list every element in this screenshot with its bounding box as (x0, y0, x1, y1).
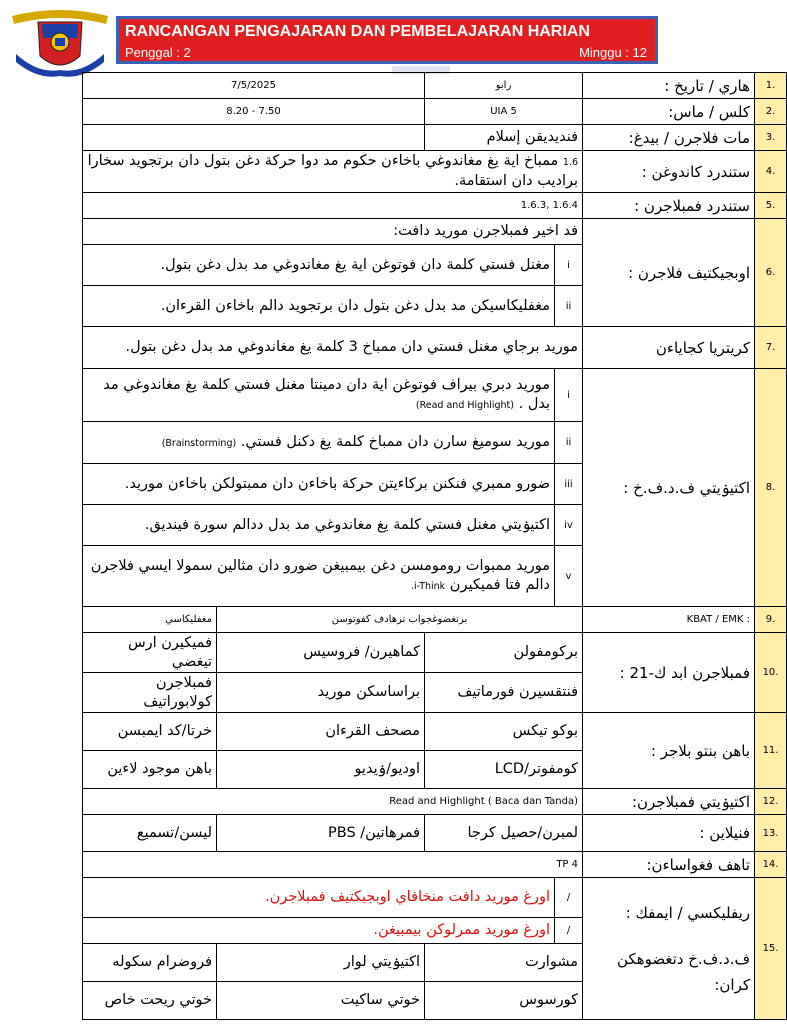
kbat-value-2: مغفليكاسي (83, 607, 217, 633)
row-number: 13. (755, 815, 787, 852)
content-standard-code: 1.6 (562, 157, 579, 168)
subject-label: مات فلاجرن / بيدغ: (583, 125, 755, 151)
success-criteria-label: كريتريا كجاياءن (583, 327, 755, 369)
row-date (83, 73, 787, 99)
row-number: 14. (755, 852, 787, 878)
objective-intro: فد اخير فمبلاجرن موريد دافت: (83, 219, 583, 245)
row-learning-activity (83, 789, 787, 815)
reflection-label-2: ف.د.ف.خ دتغضوهكن كران: (617, 949, 751, 994)
teaching-aid-cell: باهن موجود لاءين (83, 751, 217, 789)
header-title: RANCANGAN PENGAJARAN DAN PEMBELAJARAN HARIAN (125, 23, 590, 40)
pak21-cell: بركومفولن (425, 633, 583, 673)
day-value: رابو (425, 73, 583, 99)
reflection-label-1: ريفليكسي / ايمفك : (625, 903, 751, 922)
activity-text (83, 422, 555, 464)
row-number: 4. (755, 151, 787, 193)
learning-activity-value: Read and Highlight ( Baca dan Tanda) (83, 789, 583, 815)
row-mastery-level (83, 852, 787, 878)
activity-text: ضورو ممبري فنكنن بركاءيتن حركة باخاءن دان ممبتولكن باخاءن موريد. (83, 464, 555, 505)
content-standard-text: ممباخ اية يغ مغاندوغي باخاءن حكوم مد دوا حركة دغن بتول دان برتجويد سخارا براديب دان استقامة. (87, 153, 579, 189)
row-number: 9. (755, 607, 787, 633)
objective-marker: ii (555, 286, 583, 327)
reflection-text: اورغ موريد دافت منخافاي اوبجيكتيف فمبلاجرن. (83, 878, 555, 918)
row-number: 6. (755, 219, 787, 327)
learning-activity-label: اكتيۏيتي فمبلاجرن: (583, 789, 755, 815)
mastery-level-value: TP 4 (83, 852, 583, 878)
reflection-text: اورغ موريد ممرلوكن بيمبيغن. (83, 918, 555, 944)
assessment-cell: لمبرن/حصيل كرجا (425, 815, 583, 852)
lesson-plan-table (82, 72, 787, 1020)
reflection-item (83, 878, 787, 918)
teaching-aid-cell: بوكو تيكس (425, 713, 583, 751)
header-penggal: Penggal : 2 (125, 45, 191, 60)
reflection-mark: / (555, 918, 583, 944)
learning-standard-label: ستندرد فمبلاجرن : (583, 193, 755, 219)
activity-note: (Read and Highlight) (415, 399, 514, 411)
activity-label: اكتيۏيتي ف.د.ف.خ : (583, 369, 755, 607)
activity-text (83, 546, 555, 607)
row-number: 3. (755, 125, 787, 151)
pak21-label: فمبلاجرن ابد ك-21 : (583, 633, 755, 713)
postpone-reason-cell: اكتيۏيتي لوار (217, 944, 425, 982)
school-crest-logo (8, 8, 112, 78)
postpone-reason-cell: خوتي ساكيت (217, 982, 425, 1020)
row-class (83, 99, 787, 125)
row-number: 12. (755, 789, 787, 815)
row-learning-standard (83, 193, 787, 219)
activity-marker: v (555, 546, 583, 607)
content-standard-value (83, 151, 583, 193)
teaching-aid-cell: كومفوتر/LCD (425, 751, 583, 789)
objective-label: اوبجيكتيف فلاجرن : (583, 219, 755, 327)
objective-marker: i (555, 245, 583, 286)
postpone-reason-cell: خوتي ريحت خاص (83, 982, 217, 1020)
mastery-level-label: تاهف فغواساءن: (583, 852, 755, 878)
postpone-reason-cell: فروضرام سكوله (83, 944, 217, 982)
row-number: 2. (755, 99, 787, 125)
row-teaching-aids (83, 713, 787, 751)
pak21-cell: فميكيرن ارس تيغضي (83, 633, 217, 673)
activity-body: موريد دبري بيراف فوتوغن اية دان دمينتا مغنل فستي كلمة يغ مغاندوغي مد بدل . (103, 376, 551, 412)
activity-text (83, 369, 555, 422)
date-label: هاري / تاريخ : (583, 73, 755, 99)
pak21-cell: براساسكن موريد (217, 673, 425, 713)
activity-item (83, 369, 787, 422)
date-value: 7/5/2025 (83, 73, 425, 99)
activity-marker: iii (555, 464, 583, 505)
class-value: UIA 5 (425, 99, 583, 125)
postpone-reason-cell: كورسوس (425, 982, 583, 1020)
class-label: كلس / ماس: (583, 99, 755, 125)
kbat-value-1: برتغضوغجواب ترهادف كفوتوسن (217, 607, 583, 633)
row-number: 15. (755, 878, 787, 1020)
activity-body: موريد سوميغ سارن دان ممباخ كلمة يغ دكنل فستي. (240, 433, 551, 450)
row-number: 7. (755, 327, 787, 369)
activity-marker: i (555, 369, 583, 422)
reflection-label (583, 878, 755, 1020)
postpone-reason-cell: مشوارت (425, 944, 583, 982)
objective-text: مغفليكاسيكن مد بدل دغن بتول دان برتجويد دالم باخاءن القرءان. (83, 286, 555, 327)
row-number: 1. (755, 73, 787, 99)
activity-note: i-Think. (410, 580, 446, 592)
row-number: 8. (755, 369, 787, 607)
objective-text: مغنل فستي كلمة دان فوتوغن اية يغ مغاندوغي مد بدل دغن بتول. (83, 245, 555, 286)
assessment-label: فنيلاين : (583, 815, 755, 852)
kbat-label: KBAT / EMK : (583, 607, 755, 633)
activity-note: (Brainstorming) (161, 437, 237, 449)
row-number: 5. (755, 193, 787, 219)
teaching-aid-cell: مصحف القرءان (217, 713, 425, 751)
teaching-aid-cell: خرتا/كد ايمبسن (83, 713, 217, 751)
row-subject (83, 125, 787, 151)
row-objective-intro (83, 219, 787, 245)
pak21-cell: كماهيرن/ فروسيس (217, 633, 425, 673)
row-pak21 (83, 633, 787, 673)
assessment-cell: فمرهاتين/ PBS (217, 815, 425, 852)
success-criteria-text: موريد برجاي مغنل فستي دان ممباخ 3 كلمة يغ مغاندوغي مد بدل دغن بتول. (83, 327, 583, 369)
row-assessment (83, 815, 787, 852)
header-banner (116, 16, 658, 64)
row-number: 10. (755, 633, 787, 713)
row-success-criteria (83, 327, 787, 369)
teaching-aid-cell: اوديو/ۏيديو (217, 751, 425, 789)
reflection-mark: / (555, 878, 583, 918)
learning-standard-value: 1.6.3, 1.6.4 (83, 193, 583, 219)
activity-marker: ii (555, 422, 583, 464)
pak21-cell: فمبلاجرن كولابوراتيف (83, 673, 217, 713)
activity-body: موريد ممبوات رومومسن دغن بيمبيغن ضورو دان مثالين سمولا ايسي فلاجرن دالم فتا فميكيرن (90, 557, 551, 593)
pak21-cell: فنتقسيرن فورماتيف (425, 673, 583, 713)
activity-text: اكتيۏيتي مغنل فستي كلمة يغ مغاندوغي مد بدل ددالم سورة فينديق. (83, 505, 555, 546)
content-standard-label: ستندرد كاندوغن : (583, 151, 755, 193)
teaching-aids-label: باهن بنتو بلاجر : (583, 713, 755, 789)
row-content-standard (83, 151, 787, 193)
row-number: 11. (755, 713, 787, 789)
header-minggu: Minggu : 12 (579, 45, 647, 60)
time-value: 8.20 - 7.50 (83, 99, 425, 125)
row-kbat (83, 607, 787, 633)
activity-marker: iv (555, 505, 583, 546)
assessment-cell: ليسن/تسميع (83, 815, 217, 852)
subject-value: فنديديقن إسلام (425, 125, 583, 151)
